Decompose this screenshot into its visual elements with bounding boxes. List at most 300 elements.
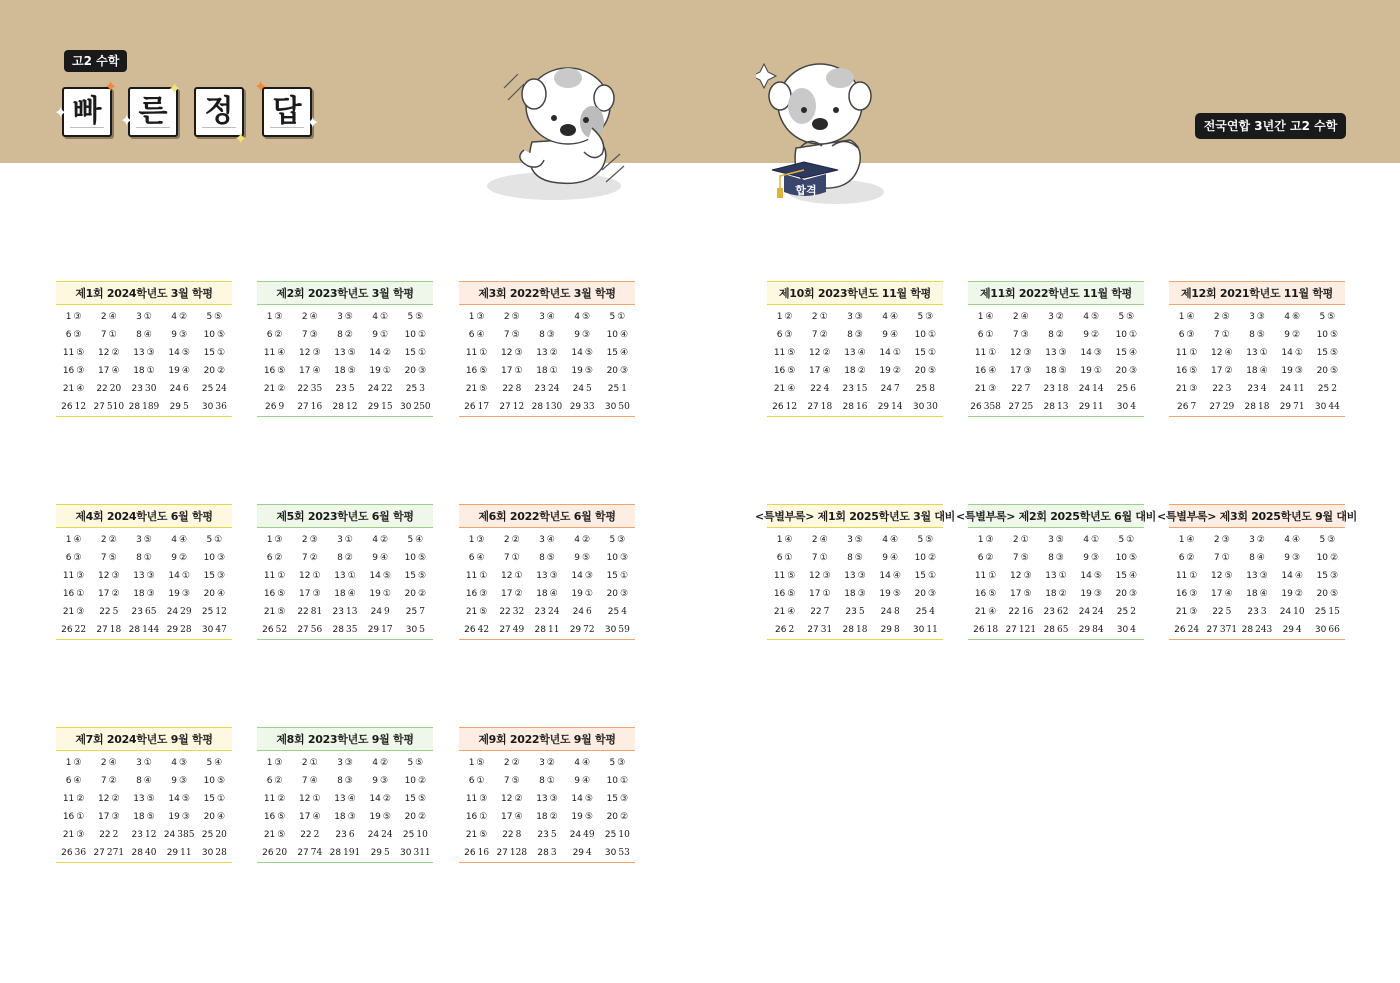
answer-cell (1109, 553, 1144, 563)
answer-cell (91, 535, 126, 545)
question-number: 18 (1246, 589, 1258, 599)
answer-cell (398, 535, 433, 545)
answer-value: ① (418, 330, 427, 340)
answer-cell (126, 384, 161, 394)
title-char-3: 정 (194, 87, 244, 137)
page-title (54, 77, 322, 148)
question-number: 6 (266, 553, 273, 563)
answer-value: ⑤ (787, 348, 796, 358)
question-number: 14 (369, 794, 381, 804)
answer-grid (767, 528, 943, 640)
question-number: 21 (62, 830, 75, 840)
question-number: 26 (464, 848, 476, 858)
answer-cell (565, 366, 600, 376)
question-number: 24 (880, 607, 893, 617)
question-number: 18 (334, 589, 346, 599)
answer-cell (197, 589, 232, 599)
answer-cell (257, 848, 292, 858)
answer-value: ③ (1327, 535, 1336, 545)
answer-cell (908, 402, 943, 412)
answer-value: 7 (419, 607, 425, 617)
question-number: 12 (501, 794, 513, 804)
answer-cell (257, 589, 292, 599)
question-number: 3 (847, 312, 853, 322)
answer-row (459, 362, 635, 380)
answer-value: ② (277, 794, 286, 804)
answer-cell (197, 402, 232, 412)
answer-cell (1109, 625, 1144, 635)
answer-value: ② (111, 589, 120, 599)
answer-cell (1038, 535, 1073, 545)
answer-cell (91, 625, 126, 635)
question-number: 30 (405, 625, 418, 635)
question-number: 13 (1045, 348, 1057, 358)
answer-value: ⑤ (344, 312, 353, 322)
question-number: 10 (1115, 553, 1128, 563)
answer-value: ② (217, 366, 226, 376)
question-number: 10 (914, 330, 927, 340)
answer-cell (126, 607, 161, 617)
answer-cell (1310, 553, 1345, 563)
answer-cell (1169, 535, 1204, 545)
answer-cell (292, 589, 327, 599)
answer-cell (126, 589, 161, 599)
answer-cell (1038, 553, 1073, 563)
question-number: 16 (263, 812, 276, 822)
question-number: 11 (62, 348, 75, 358)
question-number: 2 (503, 312, 510, 322)
answer-value: ② (344, 330, 353, 340)
answer-grid (56, 305, 232, 417)
answer-value: ④ (889, 312, 899, 322)
question-number: 1 (65, 535, 72, 545)
answer-cell (1239, 535, 1274, 545)
exam-answer-block (1157, 504, 1357, 640)
answer-cell (292, 812, 327, 822)
answer-value: 4 (586, 848, 592, 858)
answer-cell (459, 625, 494, 635)
question-number: 27 (96, 625, 108, 635)
question-number: 29 (367, 402, 380, 412)
answer-cell (600, 330, 635, 340)
question-number: 1 (977, 312, 984, 322)
question-number: 1 (468, 312, 475, 322)
answer-value: ④ (1129, 571, 1138, 581)
question-number: 18 (536, 812, 548, 822)
answer-cell (565, 312, 600, 322)
question-number: 25 (915, 384, 928, 394)
answer-cell (91, 366, 126, 376)
answer-value: ② (1224, 366, 1233, 376)
answer-value: ③ (312, 589, 321, 599)
question-number: 5 (609, 758, 616, 768)
answer-value: ① (479, 812, 488, 822)
question-number: 30 (912, 402, 925, 412)
question-number: 25 (405, 384, 418, 394)
question-number: 25 (405, 607, 418, 617)
answer-cell (529, 607, 564, 617)
answer-value: 5 (183, 402, 189, 412)
question-number: 8 (136, 776, 142, 786)
answer-value: ⑤ (214, 312, 223, 322)
answer-cell (1204, 366, 1239, 376)
question-number: 18 (1246, 366, 1258, 376)
answer-cell (908, 535, 943, 545)
answer-value: 11 (547, 625, 560, 635)
answer-value: 5 (1225, 607, 1232, 617)
question-number: 10 (914, 553, 927, 563)
question-number: 21 (1175, 384, 1188, 394)
answer-value: ③ (584, 571, 593, 581)
answer-cell (459, 535, 494, 545)
answer-value: ③ (76, 607, 85, 617)
answer-value: 510 (106, 402, 125, 412)
answer-cell (292, 348, 327, 358)
question-number: 17 (299, 366, 311, 376)
question-number: 18 (133, 366, 145, 376)
answer-value: 243 (1255, 625, 1273, 635)
answer-value: ③ (1058, 348, 1067, 358)
question-number: 3 (337, 535, 343, 545)
answer-cell (837, 348, 872, 358)
question-number: 22 (1212, 384, 1224, 394)
answer-cell (126, 366, 161, 376)
answer-value: ① (928, 571, 937, 581)
answer-value: ⑤ (1327, 312, 1336, 322)
question-number: 1 (468, 535, 475, 545)
question-number: 1 (65, 312, 72, 322)
question-number: 22 (1011, 384, 1023, 394)
answer-value: 17 (381, 625, 393, 635)
answer-cell (327, 330, 362, 340)
answer-value: 16 (855, 402, 868, 412)
answer-value: ⑤ (277, 607, 286, 617)
answer-value: 20 (215, 830, 227, 840)
question-number: 14 (1080, 348, 1092, 358)
answer-cell (565, 535, 600, 545)
answer-value: ② (274, 776, 283, 786)
answer-cell (91, 776, 126, 786)
answer-value: ② (1055, 312, 1064, 322)
answer-cell (162, 330, 197, 340)
answer-cell (1204, 589, 1239, 599)
answer-value: 2 (1331, 384, 1337, 394)
answer-cell (529, 402, 564, 412)
answer-cell (292, 625, 327, 635)
answer-grid (459, 305, 635, 417)
answer-row (1169, 362, 1345, 380)
question-number: 27 (499, 625, 511, 635)
question-number: 9 (882, 330, 888, 340)
answer-value: ④ (787, 607, 796, 617)
answer-cell (529, 330, 564, 340)
answer-cell (529, 312, 564, 322)
answer-value: ④ (143, 776, 152, 786)
answer-cell (459, 384, 494, 394)
question-number: 9 (574, 553, 580, 563)
answer-row (767, 398, 943, 416)
question-number: 25 (1116, 384, 1129, 394)
answer-value: ③ (1294, 366, 1303, 376)
answer-value: 4 (621, 607, 627, 617)
question-number: 26 (464, 402, 476, 412)
answer-cell (767, 348, 802, 358)
answer-value: 29 (180, 607, 192, 617)
title-char-2: 른 (128, 87, 178, 137)
answer-value: ④ (347, 589, 356, 599)
question-number: 29 (367, 625, 380, 635)
question-number: 16 (465, 589, 478, 599)
answer-cell (126, 348, 161, 358)
answer-value: 2 (788, 625, 795, 635)
answer-cell (327, 553, 362, 563)
answer-cell (126, 535, 161, 545)
question-number: 13 (133, 348, 145, 358)
answer-row (459, 344, 635, 362)
answer-cell (56, 571, 91, 581)
answer-cell (1204, 625, 1239, 635)
answer-cell (197, 794, 232, 804)
answer-cell (1169, 625, 1204, 635)
answer-row (1169, 585, 1345, 603)
answer-value: ⑤ (181, 348, 190, 358)
question-number: 20 (1316, 366, 1329, 376)
answer-cell (257, 553, 292, 563)
question-number: 22 (300, 830, 312, 840)
answer-row (968, 549, 1144, 567)
answer-cell (162, 625, 197, 635)
answer-value: ⑤ (1330, 589, 1339, 599)
answer-value: 35 (310, 384, 323, 394)
answer-value: ④ (309, 312, 318, 322)
answer-cell (494, 776, 529, 786)
answer-cell (459, 330, 494, 340)
answer-value: 40 (144, 848, 157, 858)
answer-value: ① (620, 776, 629, 786)
answer-value: 4 (1296, 625, 1302, 635)
answer-value: ③ (1093, 348, 1102, 358)
answer-value: ④ (181, 366, 190, 376)
answer-row (257, 603, 433, 621)
answer-value: ⑤ (476, 758, 485, 768)
answer-cell (197, 758, 232, 768)
answer-value: 12 (785, 402, 798, 412)
answer-cell (529, 794, 564, 804)
question-number: 22 (502, 830, 514, 840)
exam-answer-block (1169, 281, 1345, 417)
question-number: 22 (96, 384, 108, 394)
answer-cell (837, 384, 872, 394)
question-number: 12 (809, 571, 821, 581)
answer-cell (56, 535, 91, 545)
answer-value: ⑤ (146, 794, 155, 804)
answer-cell (1003, 384, 1038, 394)
question-number: 16 (62, 366, 75, 376)
question-number: 11 (974, 571, 987, 581)
answer-row (257, 790, 433, 808)
question-number: 29 (166, 625, 179, 635)
question-number: 3 (1249, 535, 1255, 545)
question-number: 4 (882, 535, 888, 545)
answer-cell (91, 571, 126, 581)
question-number: 11 (62, 571, 75, 581)
answer-row (968, 567, 1144, 585)
answer-cell (162, 402, 197, 412)
question-number: 16 (1175, 366, 1188, 376)
answer-row (459, 603, 635, 621)
question-number: 2 (100, 312, 107, 322)
question-number: 7 (503, 553, 510, 563)
answer-cell (1275, 571, 1310, 581)
exam-title: 제10회 2023학년도 11월 학평 (767, 281, 943, 305)
answer-value: 4 (929, 607, 935, 617)
answer-row (968, 380, 1144, 398)
answer-cell (1074, 366, 1109, 376)
answer-cell (908, 366, 943, 376)
question-number: 20 (404, 812, 417, 822)
answer-cell (56, 848, 91, 858)
question-number: 28 (537, 848, 549, 858)
answer-cell (1003, 535, 1038, 545)
answer-value: ② (309, 553, 318, 563)
answer-cell (459, 589, 494, 599)
answer-cell (1275, 589, 1310, 599)
answer-value: ④ (1020, 312, 1029, 322)
answer-value: ④ (1259, 589, 1268, 599)
answer-cell (565, 607, 600, 617)
book-title-tag: 전국연합 3년간 고2 수학 (1195, 113, 1346, 139)
question-number: 21 (974, 384, 987, 394)
answer-row (257, 754, 433, 772)
answer-row (257, 826, 433, 844)
answer-value: 13 (345, 607, 358, 617)
question-number: 11 (263, 348, 276, 358)
answer-value: ② (511, 758, 520, 768)
question-number: 21 (263, 607, 276, 617)
answer-value: ⑤ (347, 366, 356, 376)
question-number: 4 (171, 758, 177, 768)
question-number: 19 (168, 812, 180, 822)
answer-value: ① (146, 366, 155, 376)
question-number: 14 (1080, 571, 1092, 581)
answer-value: ③ (1186, 330, 1195, 340)
answer-cell (600, 312, 635, 322)
answer-row (56, 826, 232, 844)
answer-cell (565, 402, 600, 412)
question-number: 29 (370, 848, 383, 858)
question-number: 10 (404, 330, 417, 340)
question-number: 27 (93, 402, 105, 412)
answer-value: ⑤ (581, 553, 591, 563)
answer-cell (126, 571, 161, 581)
question-number: 28 (842, 625, 854, 635)
question-number: 17 (809, 589, 821, 599)
question-number: 2 (811, 312, 818, 322)
answer-cell (91, 794, 126, 804)
answer-value: 12 (144, 830, 157, 840)
answer-cell (1169, 384, 1204, 394)
question-number: 30 (201, 848, 214, 858)
answer-row (56, 790, 232, 808)
answer-value: ① (382, 366, 391, 376)
answer-cell (1275, 553, 1310, 563)
answer-cell (1109, 402, 1144, 412)
question-number: 17 (1211, 589, 1223, 599)
answer-cell (459, 607, 494, 617)
answer-cell (767, 402, 802, 412)
answer-cell (837, 625, 872, 635)
answer-value: 35 (345, 625, 358, 635)
answer-value: 31 (820, 625, 833, 635)
answer-value: ④ (217, 812, 226, 822)
exam-answer-block (459, 727, 635, 863)
question-number: 22 (499, 607, 511, 617)
question-number: 7 (1213, 330, 1220, 340)
answer-cell (327, 312, 362, 322)
question-number: 23 (534, 384, 546, 394)
question-number: 7 (811, 553, 818, 563)
answer-value: ② (819, 330, 828, 340)
answer-value: 130 (545, 402, 563, 412)
question-number: 17 (98, 812, 110, 822)
question-number: 13 (1246, 348, 1258, 358)
question-number: 1 (1178, 312, 1185, 322)
answer-cell (494, 607, 529, 617)
answer-cell (56, 589, 91, 599)
question-number: 15 (606, 571, 619, 581)
answer-value: 49 (583, 830, 595, 840)
answer-value: ⑤ (217, 330, 226, 340)
answer-cell (802, 312, 837, 322)
answer-cell (565, 848, 600, 858)
answer-cell (56, 794, 91, 804)
answer-cell (363, 348, 398, 358)
question-number: 26 (1174, 625, 1186, 635)
answer-cell (1003, 402, 1038, 412)
question-number: 15 (203, 794, 216, 804)
answer-value: ④ (581, 758, 591, 768)
question-number: 17 (299, 812, 311, 822)
answer-value: ⑤ (277, 812, 286, 822)
answer-value: ① (217, 794, 226, 804)
answer-cell (1239, 589, 1274, 599)
answer-row (767, 380, 943, 398)
answer-value: ④ (988, 366, 997, 376)
answer-value: ① (1090, 535, 1100, 545)
question-number: 9 (1083, 330, 1089, 340)
answer-cell (257, 348, 292, 358)
answer-cell (327, 848, 362, 858)
question-number: 12 (299, 348, 311, 358)
question-number: 24 (163, 830, 176, 840)
answer-grid (56, 528, 232, 640)
answer-value: 4 (1130, 625, 1136, 635)
question-number: 6 (468, 330, 475, 340)
answer-cell (767, 607, 802, 617)
question-number: 29 (880, 625, 893, 635)
answer-value: ① (1020, 535, 1029, 545)
answer-value: ③ (312, 348, 321, 358)
question-number: 25 (607, 384, 620, 394)
question-number: 21 (1175, 607, 1188, 617)
answer-cell (1109, 535, 1144, 545)
answer-cell (292, 384, 327, 394)
answer-row (56, 808, 232, 826)
question-number: 10 (606, 553, 619, 563)
exam-title: 제5회 2023학년도 6월 학평 (257, 504, 433, 528)
answer-value: ① (143, 553, 152, 563)
answer-value: ③ (1055, 553, 1064, 563)
